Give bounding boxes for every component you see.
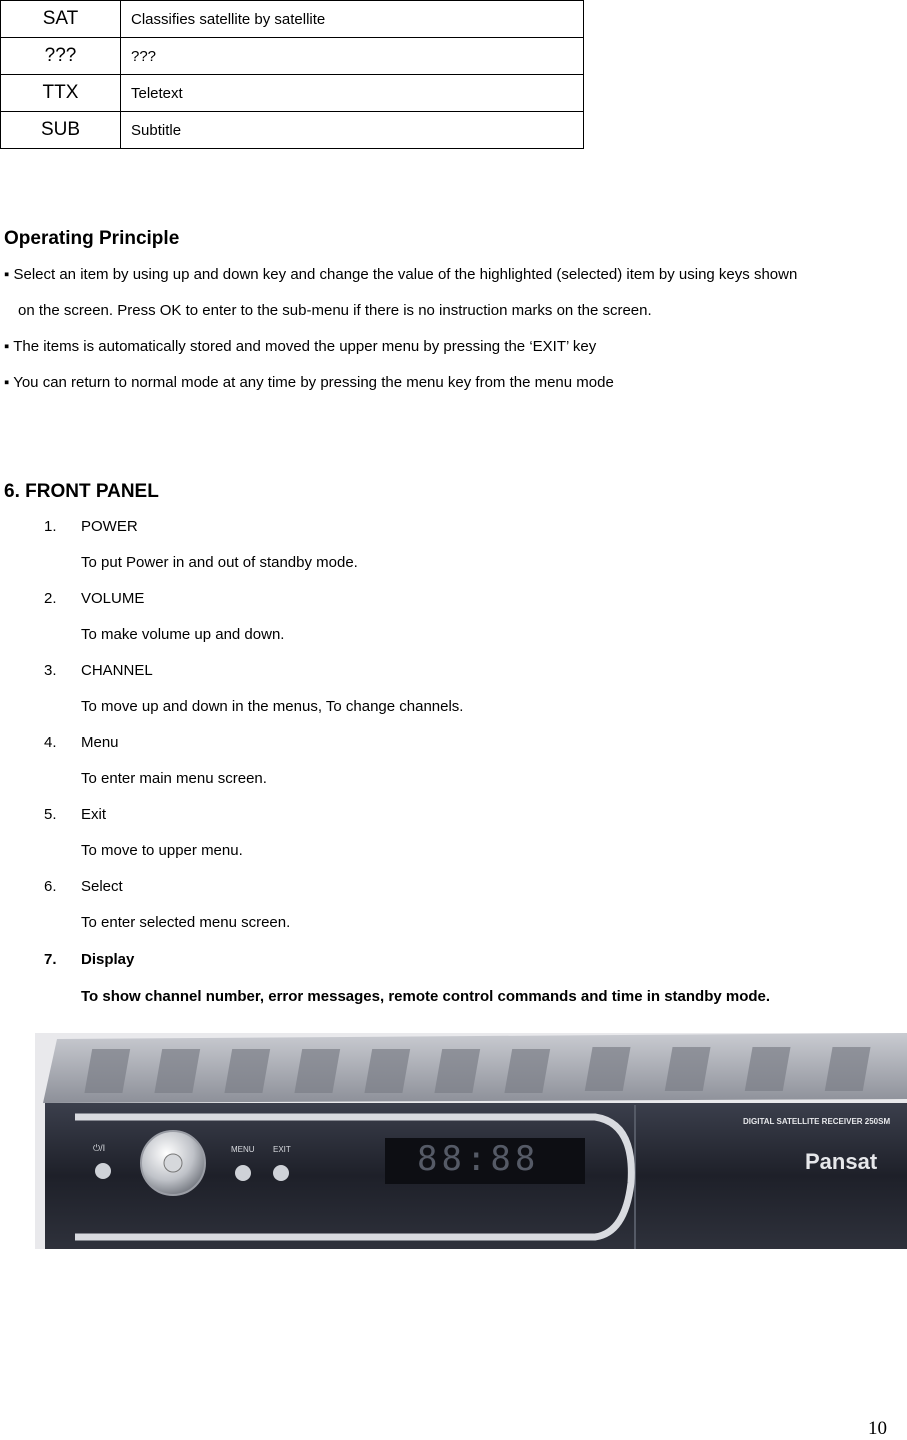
item-description: To move to upper menu. [81, 842, 243, 859]
table-row [1, 38, 584, 75]
led-display: 88:88 [417, 1139, 540, 1179]
front-panel-heading: 6. FRONT PANEL [4, 481, 159, 502]
brand-logo: Pansat [805, 1149, 878, 1174]
item-description: To enter selected menu screen. [81, 914, 291, 931]
item-number: 3. [44, 662, 57, 679]
menu-label: MENU [231, 1145, 255, 1154]
item-number: 7. [44, 951, 57, 968]
item-title: CHANNEL [81, 662, 153, 679]
operating-paragraph: ▪ You can return to normal mode at any time by pressing the menu key from the menu mode [4, 374, 614, 391]
power-label: ⏻/I [93, 1143, 106, 1153]
item-title: POWER [81, 518, 138, 535]
table-row [1, 75, 584, 112]
item-number: 1. [44, 518, 57, 535]
table-cell-desc: Teletext [121, 75, 584, 112]
table-cell-desc: ??? [121, 38, 584, 75]
item-number: 2. [44, 590, 57, 607]
item-description: To put Power in and out of standby mode. [81, 554, 358, 571]
item-description: To make volume up and down. [81, 626, 285, 643]
table-cell-code: ??? [1, 38, 121, 75]
item-title: VOLUME [81, 590, 145, 607]
operating-paragraph-continued: on the screen. Press OK to enter to the sub-menu if there is no instruction marks on the screen. [18, 302, 652, 319]
page-number: 10 [868, 1418, 887, 1439]
table-cell-code: TTX [1, 75, 121, 112]
model-text: DIGITAL SATELLITE RECEIVER 250SM [743, 1117, 891, 1126]
table-cell-code: SUB [1, 112, 121, 149]
item-number: 5. [44, 806, 57, 823]
item-title: Select [81, 878, 123, 895]
operating-principle-heading: Operating Principle [4, 228, 180, 249]
item-description: To enter main menu screen. [81, 770, 267, 787]
item-title: Display [81, 951, 135, 968]
code-table [0, 0, 584, 149]
table-row [1, 112, 584, 149]
operating-paragraph: ▪ Select an item by using up and down key and change the value of the highlighted (selected) item by using keys shown [4, 266, 798, 283]
item-number: 6. [44, 878, 57, 895]
receiver-front-panel-image [35, 1033, 907, 1249]
table-row [1, 1, 584, 38]
exit-label: EXIT [273, 1145, 291, 1154]
table-cell-desc: Classifies satellite by satellite [121, 1, 584, 38]
item-description: To move up and down in the menus, To change channels. [81, 698, 464, 715]
item-title: Menu [81, 734, 119, 751]
item-title: Exit [81, 806, 107, 823]
item-description: To show channel number, error messages, remote control commands and time in standby mode. [81, 988, 771, 1005]
operating-paragraph: ▪ The items is automatically stored and moved the upper menu by pressing the ‘EXIT’ key [4, 338, 597, 355]
item-number: 4. [44, 734, 57, 751]
table-cell-code: SAT [1, 1, 121, 38]
table-cell-desc: Subtitle [121, 112, 584, 149]
